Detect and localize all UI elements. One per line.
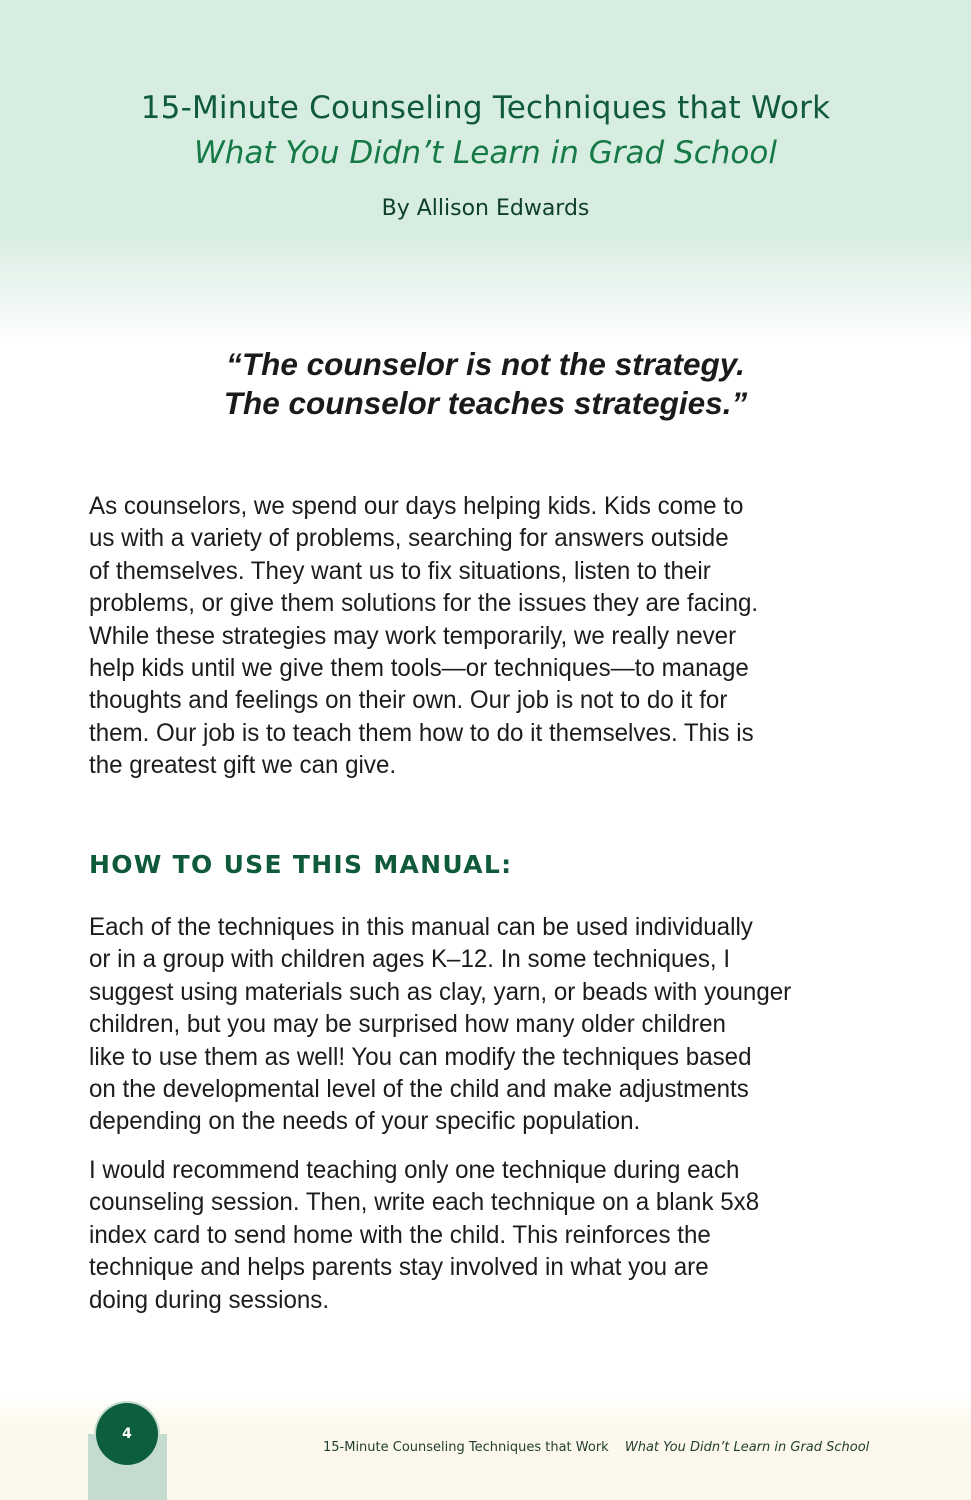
pull-quote — [0, 345, 971, 423]
intro-paragraph: As counselors, we spend our days helping kids. Kids come to us with a variety of problems, searching for answers outside of themselves. They want us to fix situations, listen to their problems, or give them solutions for the issues they are facing. While these strategies may work temporarily, we really never help kids until we give them tools—or techniques—to manage thoughts and feelings on their own. Our job is not to do it for them. Our job is to teach them how to do it themselves. This is the greatest gift we can give. — [89, 492, 759, 780]
page-number-badge — [96, 1403, 158, 1465]
running-footer — [323, 1440, 869, 1455]
header-band — [0, 0, 971, 345]
page-number: 4 — [122, 1426, 132, 1442]
pull-quote-line-1: “The counselor is not the strategy. — [226, 346, 745, 382]
manual-paragraph-2: I would recommend teaching only one technique during each counseling session. Then, write each technique on a blank 5x8 index card to send home with the child. This reinforces the technique and helps parents stay involved in what you are doing during sessions. — [89, 1156, 760, 1314]
running-footer-subtitle: What You Didn’t Learn in Grad School — [624, 1440, 870, 1455]
book-subtitle: What You Didn’t Learn in Grad School — [194, 135, 777, 171]
manual-paragraph-1: Each of the techniques in this manual can be used individually or in a group with children ages K–12. In some techniques, I suggest using materials such as clay, yarn, or beads with younger children, but you may be surprised how many older children like to use them as well! You can modify the techniques based on the developmental level of the child and make adjustments depending on the needs of your specific population. — [89, 913, 792, 1136]
pull-quote-line-2: The counselor teaches strategies.” — [223, 385, 748, 421]
book-title: 15-Minute Counseling Techniques that Work — [140, 90, 831, 126]
running-footer-title: 15-Minute Counseling Techniques that Work — [323, 1440, 609, 1455]
author-byline: By Allison Edwards — [381, 196, 590, 221]
section-heading: HOW TO USE THIS MANUAL: — [89, 850, 513, 879]
